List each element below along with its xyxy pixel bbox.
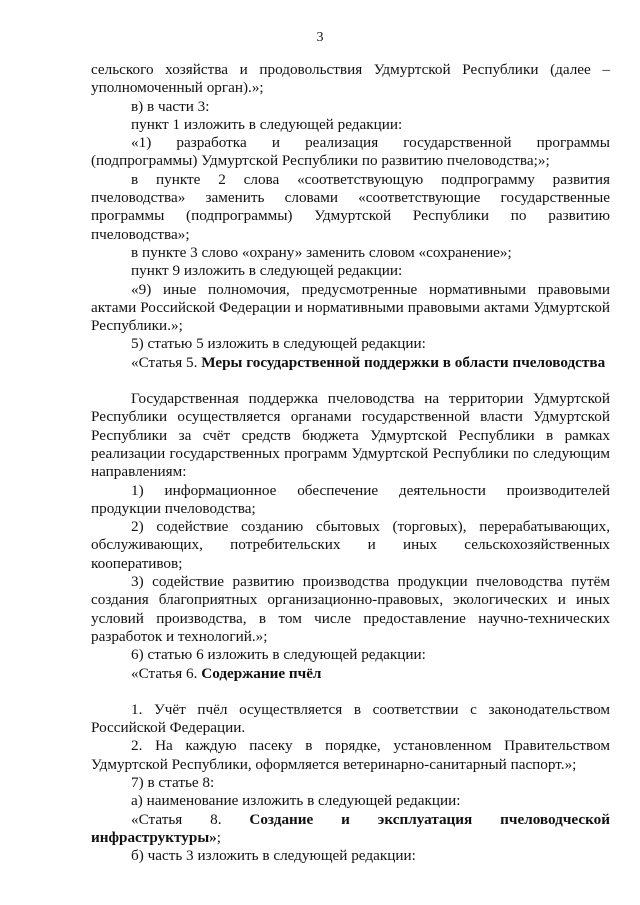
- paragraph: «1) разработка и реализация государственной программы (подпрограммы) Удмуртской Республики по развитию пчеловодства;»;: [91, 134, 610, 170]
- paragraph: 5) статью 5 изложить в следующей редакции:: [131, 335, 426, 353]
- article-label: «Статья 8.: [131, 810, 250, 828]
- article-title: Меры государственной поддержки в области пчеловодства: [201, 353, 606, 371]
- paragraph: 7) в статье 8:: [131, 773, 215, 791]
- paragraph: пункт 9 изложить в следующей редакции:: [131, 262, 403, 280]
- paragraph: 6) статью 6 изложить в следующей редакции:: [131, 646, 426, 664]
- paragraph: в пункте 3 слово «охрану» заменить словом «сохранение»;: [131, 243, 512, 261]
- list-item: 2. На каждую пасеку в порядке, установленном Правительством Удмуртской Республики, оформляется ветеринарно-санитарный паспорт.»;: [91, 737, 610, 773]
- page-number: 3: [316, 30, 324, 45]
- article-title: Содержание пчёл: [201, 664, 322, 682]
- article-heading: [91, 811, 610, 848]
- paragraph: пункт 1 изложить в следующей редакции:: [131, 115, 403, 133]
- list-item: 1) информационное обеспечение деятельности производителей продукции пчеловодства;: [91, 481, 610, 517]
- article-label: «Статья 5.: [131, 353, 202, 371]
- paragraph: в) в части 3:: [131, 97, 210, 115]
- article-heading: [91, 354, 610, 372]
- list-item: 1. Учёт пчёл осуществляется в соответствии с законодательством Российской Федерации.: [91, 700, 610, 737]
- document-body: [91, 61, 610, 865]
- punctuation: ;: [216, 828, 222, 846]
- article-label: «Статья 6.: [131, 664, 202, 682]
- article-heading: [91, 665, 610, 683]
- spacer: [91, 683, 610, 701]
- paragraph: сельского хозяйства и продовольствия Удмуртской Республики (далее – уполномоченный орган).»;: [91, 61, 610, 97]
- paragraph: «9) иные полномочия, предусмотренные нормативными правовыми актами Российской Федерации и нормативными правовыми актами Удмуртской Республики.»;: [91, 280, 610, 335]
- paragraph: а) наименование изложить в следующей редакции:: [131, 792, 461, 810]
- spacer: [91, 372, 610, 390]
- list-item: 3) содействие развитию производства продукции пчеловодства путём создания благоприятных организационно-правовых, экологических и иных условий производства, в том числе предоставление научно-технических разработок и технологий.»;: [91, 573, 610, 645]
- paragraph: в пункте 2 слова «соответствующую подпрограмму развития пчеловодства» заменить словами «соответствующие государственные программы (подпрограммы) Удмуртской Республики по развитию пчеловодства»;: [91, 170, 610, 243]
- article-title: Создание и эксплуатация пчеловодческой инфраструктуры»: [91, 810, 610, 846]
- paragraph: б) часть 3 изложить в следующей редакции:: [131, 847, 416, 865]
- paragraph: Государственная поддержка пчеловодства на территории Удмуртской Республики осуществляется органами государственной власти Удмуртской Республики за счёт средств бюджета Удмуртской Республики в рамках реализации государственных программ Удмуртской Республики по следующим направлениям:: [91, 390, 610, 481]
- list-item: 2) содействие созданию сбытовых (торговых), перерабатывающих, обслуживающих, потребительских и иных сельскохозяйственных кооперативов;: [91, 518, 610, 572]
